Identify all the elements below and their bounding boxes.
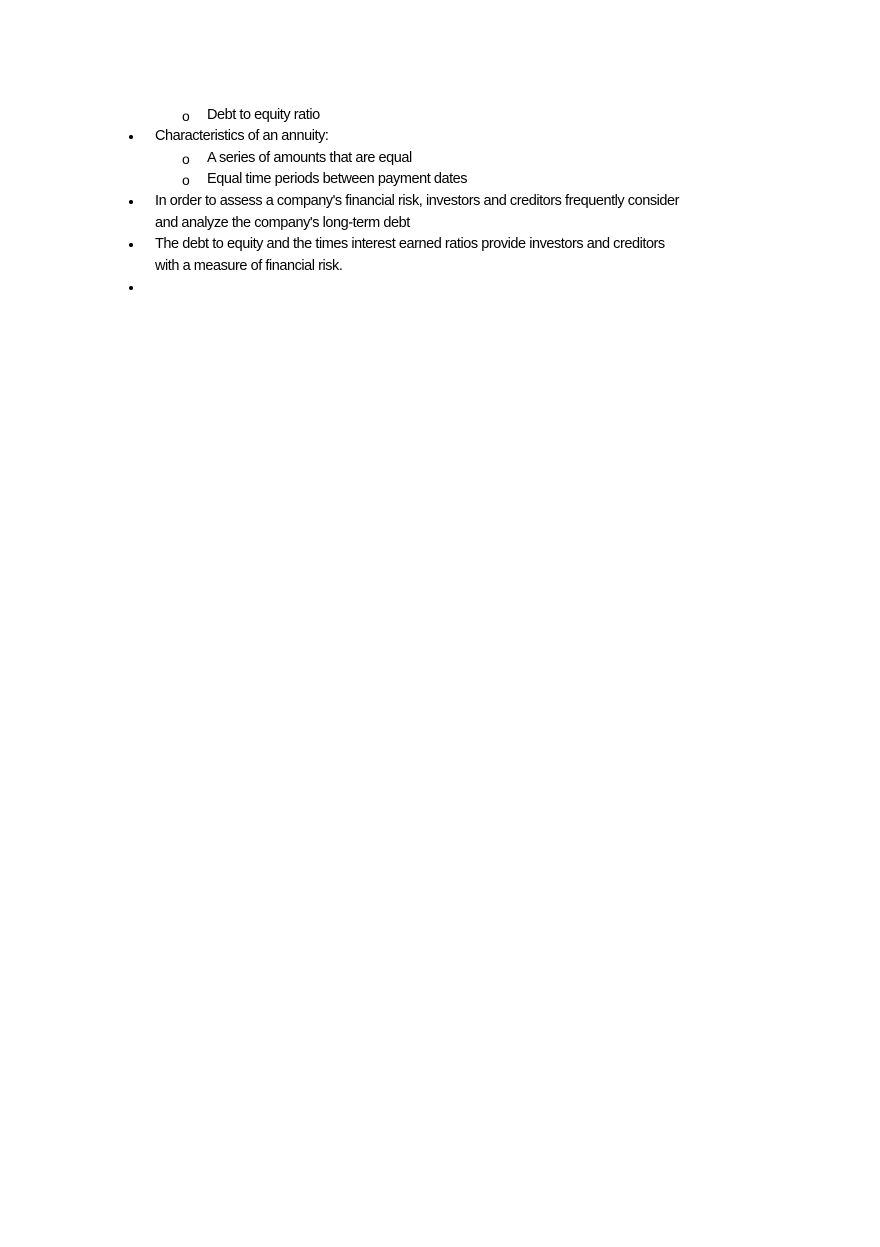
- circle-bullet-icon: o: [182, 107, 190, 124]
- bullet-icon: [129, 200, 133, 204]
- bullet-text: Equal time periods between payment dates: [207, 171, 468, 188]
- bullet-text: A series of amounts that are equal: [207, 149, 412, 166]
- bullet-text: Characteristics of an annuity:: [155, 128, 329, 145]
- bullet-icon: [129, 286, 133, 290]
- circle-bullet-icon: o: [182, 150, 190, 167]
- bullet-text: In order to assess a company's financial risk, investors and creditors frequently consider: [155, 192, 680, 209]
- bullet-text: and analyze the company's long-term debt: [155, 214, 410, 231]
- bullet-text: The debt to equity and the times interest earned ratios provide investors and creditors: [155, 236, 665, 253]
- bullet-icon: [129, 135, 133, 139]
- circle-bullet-icon: o: [182, 172, 190, 189]
- bullet-icon: [129, 243, 133, 247]
- bullet-text: Debt to equity ratio: [207, 106, 320, 123]
- bullet-text: with a measure of financial risk.: [155, 257, 343, 274]
